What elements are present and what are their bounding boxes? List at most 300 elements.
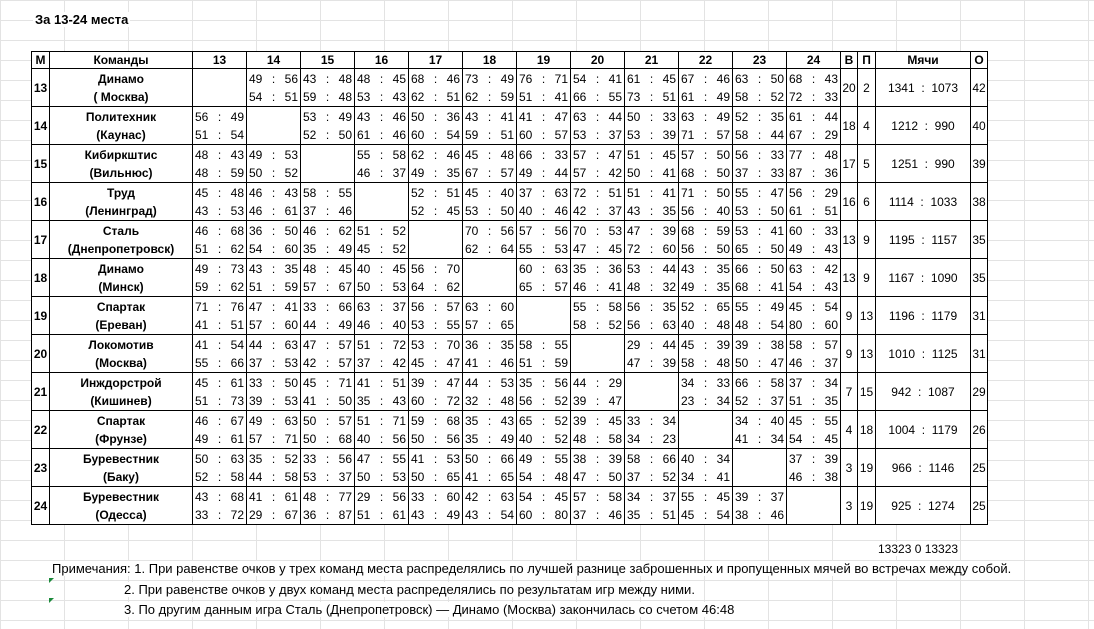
score-left: 29 <box>357 489 371 504</box>
away-score <box>681 354 730 372</box>
team-name: Динамо <box>98 71 144 86</box>
header-place: М <box>32 52 50 69</box>
home-score <box>249 222 298 240</box>
score-colon: : <box>433 489 438 504</box>
score-cell <box>409 411 463 449</box>
score-colon: : <box>325 507 330 522</box>
score-left: 63 <box>789 261 803 276</box>
score-right: 37 <box>608 127 622 142</box>
score-left: 29 <box>249 507 263 522</box>
score-colon: : <box>325 317 330 332</box>
score-left: 35 <box>519 375 533 390</box>
home-score <box>573 450 622 468</box>
score-left: 64 <box>411 279 425 294</box>
away-score <box>681 240 730 258</box>
score-colon: : <box>811 223 816 238</box>
score-left: 34 <box>627 431 641 446</box>
score-colon: : <box>433 147 438 162</box>
score-colon: : <box>217 507 222 522</box>
header-wins: В <box>841 52 858 69</box>
score-right: 65 <box>716 299 730 314</box>
home-score <box>681 488 730 506</box>
score-left: 46 <box>195 413 209 428</box>
score-colon: : <box>379 451 384 466</box>
team-name: Сталь <box>102 223 140 238</box>
home-score <box>195 146 244 164</box>
balls-against: 1179 <box>931 422 958 437</box>
score-right: 80 <box>554 507 568 522</box>
score-colon: : <box>487 241 492 256</box>
score-left: 42 <box>573 203 587 218</box>
score-cell <box>463 373 517 411</box>
score-colon: : <box>271 317 276 332</box>
score-colon: : <box>433 375 438 390</box>
score-right: 58 <box>392 147 406 162</box>
place-cell: 14 <box>32 107 50 145</box>
score-colon: : <box>811 185 816 200</box>
score-left: 45 <box>789 413 803 428</box>
score-right: 53 <box>608 223 622 238</box>
away-score <box>627 88 676 106</box>
score-right: 45 <box>392 71 406 86</box>
score-left: 63 <box>357 299 371 314</box>
score-right: 52 <box>608 317 622 332</box>
score-right: 57 <box>338 413 352 428</box>
score-right: 77 <box>338 489 352 504</box>
score-left: 60 <box>411 393 425 408</box>
score-right: 52 <box>284 451 298 466</box>
score-cell <box>247 449 301 487</box>
score-left: 41 <box>465 469 479 484</box>
away-score <box>303 392 352 410</box>
score-cell <box>355 487 409 525</box>
score-right: 51 <box>230 317 244 332</box>
score-left: 53 <box>735 223 749 238</box>
score-colon: : <box>271 185 276 200</box>
score-left: 72 <box>573 185 587 200</box>
home-score <box>357 260 406 278</box>
score-colon: : <box>595 109 600 124</box>
score-cell <box>409 487 463 525</box>
score-colon: : <box>541 507 546 522</box>
score-colon: : <box>217 413 222 428</box>
away-score <box>195 354 244 372</box>
balls-cell <box>876 297 971 335</box>
score-left: 45 <box>465 147 479 162</box>
score-left: 80 <box>789 317 803 332</box>
score-left: 38 <box>735 507 749 522</box>
score-colon: : <box>703 317 708 332</box>
score-colon: : <box>325 261 330 276</box>
score-colon: : <box>703 147 708 162</box>
score-cell <box>679 335 733 373</box>
score-left: 57 <box>573 489 587 504</box>
score-colon: : <box>703 355 708 370</box>
score-colon: : <box>703 299 708 314</box>
score-left: 48 <box>195 165 209 180</box>
score-cell <box>733 183 787 221</box>
score-right: 72 <box>392 337 406 352</box>
score-left: 70 <box>573 223 587 238</box>
score-left: 73 <box>465 71 479 86</box>
team-city: (Москва) <box>95 355 147 370</box>
score-right: 48 <box>716 317 730 332</box>
points-cell: 29 <box>971 373 988 411</box>
score-left: 41 <box>519 109 533 124</box>
score-left: 37 <box>789 451 803 466</box>
score-colon: : <box>757 431 762 446</box>
score-right: 44 <box>608 109 622 124</box>
score-colon: : <box>595 393 600 408</box>
losses-cell: 13 <box>858 335 876 373</box>
away-score <box>249 164 298 182</box>
home-score <box>735 108 784 126</box>
score-cell <box>355 107 409 145</box>
score-cell <box>355 335 409 373</box>
score-colon: : <box>271 147 276 162</box>
score-left: 60 <box>519 127 533 142</box>
score-left: 41 <box>357 375 371 390</box>
score-cell <box>463 183 517 221</box>
away-score <box>195 392 244 410</box>
away-score <box>735 354 784 372</box>
score-left: 49 <box>249 71 263 86</box>
score-colon: : <box>271 355 276 370</box>
score-left: 56 <box>681 203 695 218</box>
balls-against: 1179 <box>931 308 958 323</box>
home-score <box>465 298 514 316</box>
away-score <box>735 392 784 410</box>
score-colon: : <box>217 223 222 238</box>
away-score <box>573 468 622 486</box>
score-colon: : <box>487 393 492 408</box>
score-right: 63 <box>284 337 298 352</box>
home-score <box>195 184 244 202</box>
away-score <box>465 392 514 410</box>
score-left: 33 <box>303 299 317 314</box>
away-score <box>627 126 676 144</box>
score-right: 35 <box>770 109 784 124</box>
score-right: 58 <box>230 469 244 484</box>
wins-cell: 18 <box>841 107 858 145</box>
score-right: 53 <box>284 355 298 370</box>
away-score <box>249 430 298 448</box>
score-right: 53 <box>392 469 406 484</box>
score-left: 53 <box>735 203 749 218</box>
score-right: 43 <box>392 393 406 408</box>
away-score <box>465 164 514 182</box>
score-cell <box>355 221 409 259</box>
balls-total: 13323 0 13323 <box>878 542 959 556</box>
score-right: 34 <box>662 413 676 428</box>
score-right: 87 <box>338 507 352 522</box>
home-score <box>195 374 244 392</box>
score-colon: : <box>757 203 762 218</box>
home-score <box>573 184 622 202</box>
score-colon: : <box>325 89 330 104</box>
balls-for: 942 <box>891 384 912 399</box>
score-colon: : <box>433 127 438 142</box>
score-right: 56 <box>284 71 298 86</box>
score-right: 48 <box>824 147 838 162</box>
score-left: 44 <box>249 469 263 484</box>
team-city: (Кишинев) <box>90 393 152 408</box>
home-score <box>519 70 568 88</box>
score-colon: : <box>271 279 276 294</box>
away-score <box>627 354 676 372</box>
score-left: 63 <box>681 109 695 124</box>
score-right: 51 <box>284 89 298 104</box>
score-right: 54 <box>770 317 784 332</box>
points-cell: 38 <box>971 183 988 221</box>
score-colon: : <box>703 337 708 352</box>
away-score <box>303 240 352 258</box>
away-score <box>519 88 568 106</box>
home-score <box>573 298 622 316</box>
balls-sep: : <box>913 194 931 209</box>
home-score <box>627 412 676 430</box>
score-right: 37 <box>392 165 406 180</box>
away-score <box>789 164 838 182</box>
score-cell <box>571 183 625 221</box>
table-row <box>32 107 988 145</box>
wins-cell: 17 <box>841 145 858 183</box>
score-cell <box>301 221 355 259</box>
score-left: 58 <box>573 317 587 332</box>
score-left: 34 <box>627 489 641 504</box>
score-left: 53 <box>573 127 587 142</box>
away-score <box>735 316 784 334</box>
score-right: 40 <box>392 317 406 332</box>
score-colon: : <box>757 507 762 522</box>
score-colon: : <box>649 469 654 484</box>
score-left: 45 <box>789 299 803 314</box>
home-score <box>411 108 460 126</box>
away-score <box>519 278 568 296</box>
diagonal-cell <box>301 145 355 183</box>
score-colon: : <box>703 89 708 104</box>
score-colon: : <box>217 489 222 504</box>
score-right: 34 <box>716 451 730 466</box>
score-right: 62 <box>446 279 460 294</box>
away-score <box>303 88 352 106</box>
score-right: 58 <box>770 375 784 390</box>
score-colon: : <box>541 165 546 180</box>
score-colon: : <box>487 203 492 218</box>
score-colon: : <box>595 507 600 522</box>
away-score <box>357 164 406 182</box>
score-right: 51 <box>608 185 622 200</box>
score-right: 46 <box>392 127 406 142</box>
score-right: 46 <box>392 109 406 124</box>
score-right: 35 <box>662 203 676 218</box>
score-right: 55 <box>824 413 838 428</box>
score-colon: : <box>217 165 222 180</box>
score-left: 43 <box>411 507 425 522</box>
away-score <box>681 506 730 524</box>
header-col: 16 <box>355 52 409 69</box>
header-col: 20 <box>571 52 625 69</box>
points-cell: 31 <box>971 297 988 335</box>
home-score <box>735 336 784 354</box>
home-score <box>357 70 406 88</box>
score-right: 58 <box>608 489 622 504</box>
score-right: 49 <box>500 431 514 446</box>
score-cell <box>787 183 841 221</box>
score-right: 53 <box>500 375 514 390</box>
score-right: 36 <box>824 165 838 180</box>
score-right: 44 <box>824 109 838 124</box>
wins-cell: 3 <box>841 449 858 487</box>
score-right: 50 <box>284 375 298 390</box>
away-score <box>789 430 838 448</box>
score-colon: : <box>487 89 492 104</box>
home-score <box>735 260 784 278</box>
score-left: 73 <box>627 89 641 104</box>
score-cell <box>409 297 463 335</box>
score-colon: : <box>703 127 708 142</box>
score-colon: : <box>541 337 546 352</box>
home-score <box>789 146 838 164</box>
score-right: 54 <box>230 337 244 352</box>
score-cell <box>355 411 409 449</box>
score-colon: : <box>379 261 384 276</box>
score-right: 54 <box>500 507 514 522</box>
away-score <box>681 126 730 144</box>
cell-comment-marker <box>49 578 54 583</box>
score-colon: : <box>271 393 276 408</box>
away-score <box>465 316 514 334</box>
score-left: 55 <box>357 147 371 162</box>
wins-cell: 3 <box>841 487 858 525</box>
score-left: 51 <box>627 147 641 162</box>
away-score <box>519 164 568 182</box>
balls-sep: : <box>915 346 932 361</box>
team-city: (Днепропетровск) <box>67 241 175 256</box>
score-right: 50 <box>284 223 298 238</box>
home-score <box>735 298 784 316</box>
points-cell: 42 <box>971 69 988 107</box>
home-score <box>519 412 568 430</box>
score-cell <box>625 221 679 259</box>
score-colon: : <box>703 203 708 218</box>
score-colon: : <box>271 507 276 522</box>
score-left: 59 <box>303 89 317 104</box>
score-cell <box>463 221 517 259</box>
away-score <box>681 278 730 296</box>
team-name: Кибиркштис <box>84 147 158 162</box>
score-right: 33 <box>662 109 676 124</box>
score-colon: : <box>217 451 222 466</box>
losses-cell: 18 <box>858 411 876 449</box>
score-left: 49 <box>519 451 533 466</box>
score-cell <box>409 335 463 373</box>
score-colon: : <box>811 89 816 104</box>
score-right: 43 <box>392 89 406 104</box>
score-left: 41 <box>249 489 263 504</box>
standings-table <box>31 51 988 525</box>
balls-against: 1090 <box>930 270 958 285</box>
diagonal-cell <box>517 297 571 335</box>
score-right: 53 <box>284 393 298 408</box>
score-left: 54 <box>573 71 587 86</box>
header-losses: П <box>858 52 876 69</box>
score-left: 47 <box>303 337 317 352</box>
score-left: 60 <box>519 507 533 522</box>
away-score <box>627 278 676 296</box>
score-colon: : <box>487 469 492 484</box>
diagonal-cell <box>787 487 841 525</box>
home-score <box>681 260 730 278</box>
score-colon: : <box>595 489 600 504</box>
score-colon: : <box>541 203 546 218</box>
home-score <box>681 146 730 164</box>
score-cell <box>787 259 841 297</box>
score-colon: : <box>541 89 546 104</box>
score-colon: : <box>649 279 654 294</box>
home-score <box>303 184 352 202</box>
score-cell <box>571 449 625 487</box>
score-left: 47 <box>249 299 263 314</box>
balls-sep: : <box>914 308 932 323</box>
score-colon: : <box>325 299 330 314</box>
score-left: 57 <box>249 431 263 446</box>
score-colon: : <box>325 241 330 256</box>
score-colon: : <box>271 71 276 86</box>
team-city: ( Москва) <box>93 89 149 104</box>
score-cell <box>517 107 571 145</box>
score-cell <box>193 449 247 487</box>
score-colon: : <box>811 203 816 218</box>
points-cell: 40 <box>971 107 988 145</box>
home-score <box>411 336 460 354</box>
score-right: 54 <box>716 507 730 522</box>
home-score <box>357 412 406 430</box>
team-cell <box>50 411 193 449</box>
score-colon: : <box>325 413 330 428</box>
score-left: 44 <box>303 317 317 332</box>
score-colon: : <box>379 431 384 446</box>
home-score <box>249 298 298 316</box>
score-cell <box>733 297 787 335</box>
score-right: 35 <box>716 261 730 276</box>
score-colon: : <box>433 185 438 200</box>
score-left: 55 <box>195 355 209 370</box>
score-colon: : <box>811 165 816 180</box>
score-left: 62 <box>411 147 425 162</box>
away-score <box>627 430 676 448</box>
score-colon: : <box>487 223 492 238</box>
score-colon: : <box>541 413 546 428</box>
score-colon: : <box>595 89 600 104</box>
score-left: 39 <box>573 413 587 428</box>
score-cell <box>733 145 787 183</box>
score-colon: : <box>217 431 222 446</box>
score-left: 40 <box>519 431 533 446</box>
score-colon: : <box>595 279 600 294</box>
score-cell <box>625 335 679 373</box>
header-row <box>32 52 988 69</box>
score-left: 53 <box>303 469 317 484</box>
away-score <box>411 88 460 106</box>
home-score <box>357 298 406 316</box>
score-right: 76 <box>230 299 244 314</box>
balls-cell <box>876 335 971 373</box>
diagonal-cell <box>409 221 463 259</box>
away-score <box>519 392 568 410</box>
score-right: 46 <box>716 71 730 86</box>
home-score <box>195 450 244 468</box>
